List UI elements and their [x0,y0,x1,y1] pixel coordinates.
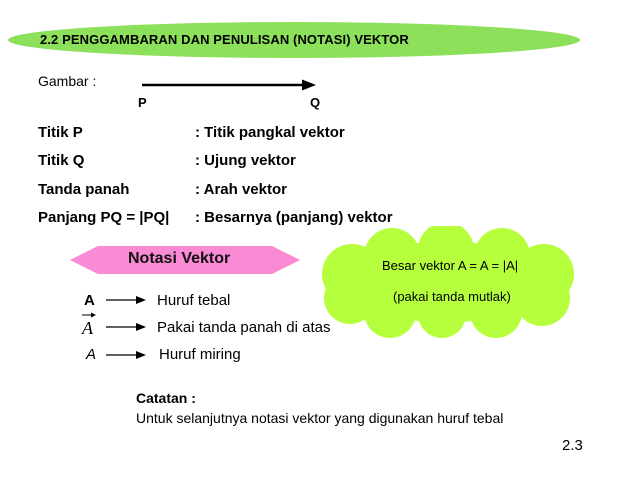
header-title: 2.2 PENGGAMBARAN DAN PENULISAN (NOTASI) VEKTOR [40,32,409,47]
cloud-line-1: Besar vektor A = A = |A| [382,258,519,273]
catatan-label: Catatan : [136,390,196,406]
catatan-text: Untuk selanjutnya notasi vektor yang digunakan huruf tebal [136,410,504,426]
cloud-callout-shape [306,226,586,338]
def-term-p: Titik P [38,124,83,141]
def-value-arrow: : Arah vektor [195,181,287,198]
def-value-length: : Besarnya (panjang) vektor [195,209,393,226]
notasi-desc-bold: Huruf tebal [157,292,231,309]
cloud-line-2: (pakai tanda mutlak) [393,289,511,304]
def-term-arrow: Tanda panah [38,181,130,198]
point-p-label: P [138,95,147,110]
notasi-desc-italic: Huruf miring [159,346,241,363]
def-value-q: : Ujung vektor [195,152,296,169]
notasi-symbol-arrow: A [82,318,93,338]
def-value-p: : Titik pangkal vektor [195,124,345,141]
vector-pq-arrow [140,78,320,92]
def-term-length: Panjang PQ = |PQ| [38,209,170,226]
notasi-arrow-1 [106,294,148,306]
def-term-q: Titik Q [38,152,85,169]
notasi-arrow-3 [106,349,148,361]
figure-label: Gambar : [38,73,97,89]
notasi-symbol-bold: A [84,292,95,309]
notasi-banner-label: Notasi Vektor [128,250,231,267]
page-number: 2.3 [562,437,583,454]
notasi-symbol-italic: A [86,346,97,363]
point-q-label: Q [310,95,321,110]
notasi-arrow-2 [106,321,148,333]
notasi-desc-arrow: Pakai tanda panah di atas [157,319,331,336]
